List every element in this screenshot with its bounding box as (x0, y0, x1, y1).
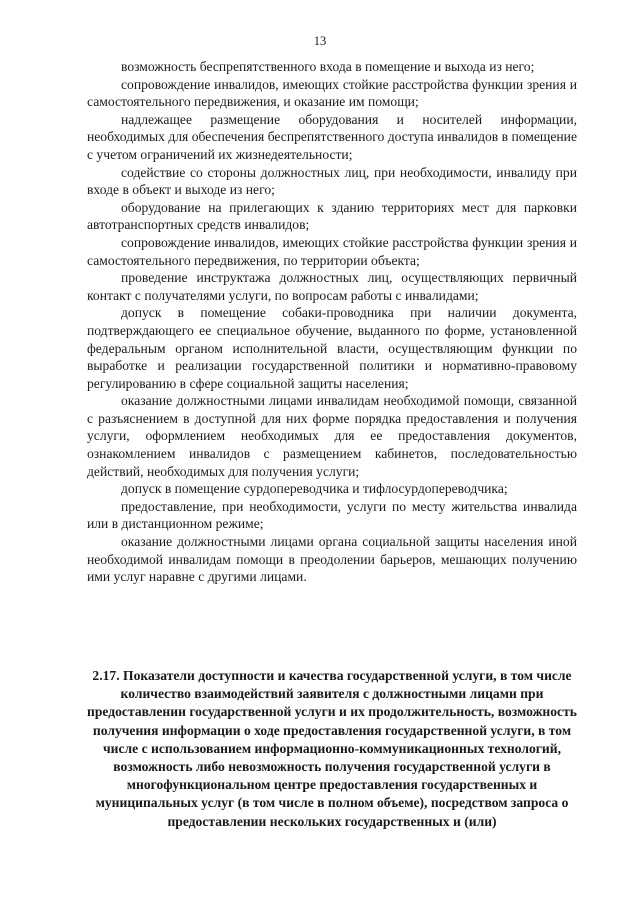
paragraph: надлежащее размещение оборудования и носителей информации, необходимых для обеспечения беспрепятственного доступа инвалидов в помещение с учетом ограничений их жизнедеятельности; (87, 111, 577, 162)
paragraph: сопровождение инвалидов, имеющих стойкие расстройства функции зрения и самостоятельного передвижения, и оказание им помощи; (87, 76, 577, 110)
paragraph: сопровождение инвалидов, имеющих стойкие расстройства функции зрения и самостоятельного передвижения, по территории объекта; (87, 234, 577, 268)
paragraph: допуск в помещение сурдопереводчика и тифлосурдопереводчика; (121, 481, 508, 497)
section-heading: 2.17. Показатели доступности и качества государственной услуги, в том числе количество взаимодействий заявителя с должностными лицами при предоставлении государственной услуги и их продолжительность, возможность получения информации о ходе предоставления государственной услуги, в том числе с использованием информационно-коммуникационных технологий, возможность либо невозможность получения государственной услуги в многофункциональном центре предоставления государственных и муниципальных услуг (в том числе в полном объеме), посредством запроса о предоставлении нескольких государственных и (или) (87, 668, 577, 829)
paragraph: содействие со стороны должностных лиц, при необходимости, инвалиду при входе в объект и выходе из него; (87, 164, 577, 198)
paragraph: предоставление, при необходимости, услуги по месту жительства инвалида или в дистанционном режиме; (87, 498, 577, 532)
body-text (87, 58, 577, 586)
page-number: 13 (313, 34, 327, 48)
paragraph: оборудование на прилегающих к зданию территориях мест для парковки автотранспортных средств инвалидов; (87, 199, 577, 233)
paragraph: допуск в помещение собаки-проводника при наличии документа, подтверждающего ее специальное обучение, выданного по форме, установленной федеральным органом исполнительной власти, осуществляющим функции по выработке и реализации государственной политики и нормативно-правовому регулированию в сфере социальной защиты населения; (87, 305, 577, 391)
paragraph: оказание должностными лицами органа социальной защиты населения иной необходимой инвалидам помощи в преодолении барьеров, мешающих получению ими услуг наравне с другими лицами. (87, 534, 577, 585)
paragraph: оказание должностными лицами инвалидам необходимой помощи, связанной с разъяснением в доступной для них форме порядка предоставления и получения услуги, оформлением необходимых для ее предоставления документов, ознакомлением инвалидов с размещением кабинетов, последовательностью действий, необходимых для получения услуги; (87, 393, 577, 479)
paragraph: возможность беспрепятственного входа в помещение и выхода из него; (121, 59, 535, 74)
paragraph: проведение инструктажа должностных лиц, осуществляющих первичный контакт с получателями услуги, по вопросам работы с инвалидами; (87, 270, 577, 303)
